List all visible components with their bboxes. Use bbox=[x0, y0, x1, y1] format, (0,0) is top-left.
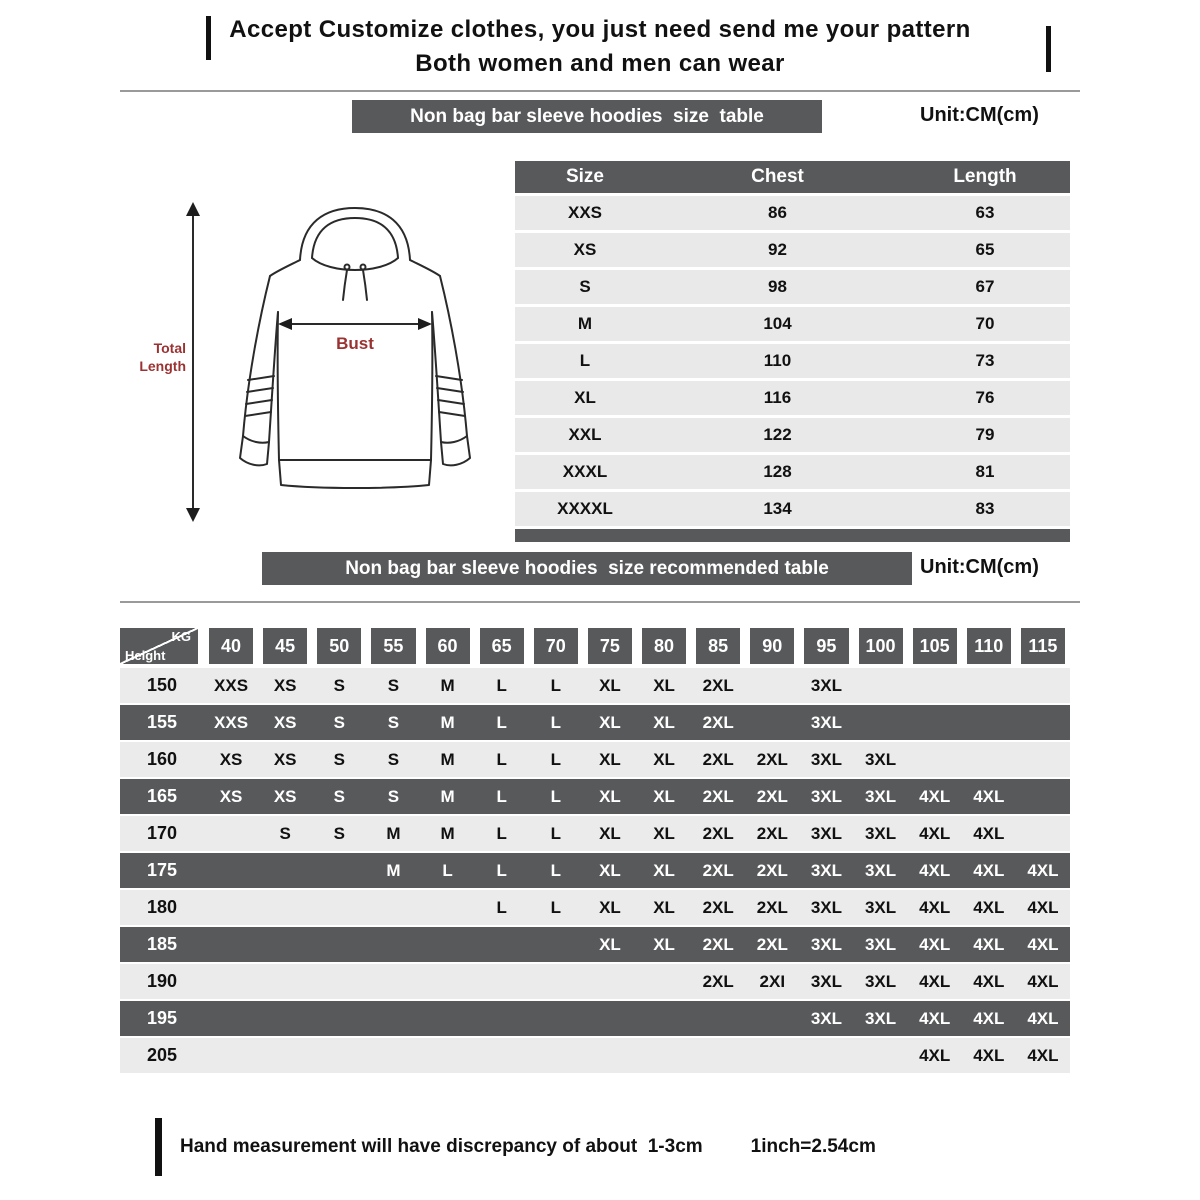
recommended-size-cell: S bbox=[387, 786, 400, 806]
recommended-size-cell: L bbox=[496, 823, 507, 843]
recommended-size-cell: 2XL bbox=[702, 823, 734, 843]
bust-label: Bust bbox=[336, 334, 374, 353]
corner-height-label: Height bbox=[125, 648, 166, 663]
recommended-size-cell: 4XL bbox=[1027, 971, 1059, 991]
chest-value: 86 bbox=[655, 196, 900, 230]
matrix-row bbox=[120, 816, 1070, 851]
matrix-header-row bbox=[120, 628, 1070, 664]
length-value: 73 bbox=[900, 344, 1070, 378]
size-table bbox=[515, 158, 1070, 542]
size-table-row bbox=[515, 455, 1070, 489]
total-length-arrowhead-top bbox=[186, 202, 200, 216]
kg-height-corner-cell bbox=[120, 628, 198, 664]
recommended-size-cell: 2XL bbox=[756, 860, 788, 880]
recommended-size-cell: 4XL bbox=[1027, 897, 1059, 917]
measurement-discrepancy-note: Hand measurement will have discrepancy of about 1-3cm bbox=[180, 1136, 703, 1157]
recommended-size-cell: 4XL bbox=[1027, 1008, 1059, 1028]
size-value: XL bbox=[515, 381, 655, 415]
recommended-size-cell: 2XL bbox=[756, 823, 788, 843]
recommended-size-cell: XL bbox=[599, 675, 621, 695]
recommended-size-cell: 3XL bbox=[810, 860, 843, 880]
chest-value: 116 bbox=[655, 381, 900, 415]
weight-column-header: 115 bbox=[1021, 628, 1065, 664]
recommended-size-cell: XL bbox=[653, 749, 675, 769]
weight-column-header: 90 bbox=[750, 628, 794, 664]
recommended-size-cell: L bbox=[550, 897, 561, 917]
chest-value: 122 bbox=[655, 418, 900, 452]
body-left-edge bbox=[278, 312, 279, 460]
hood-inner-line bbox=[312, 218, 398, 258]
matrix-row bbox=[120, 1038, 1070, 1073]
size-table-body bbox=[515, 196, 1070, 526]
recommended-size-cell: M bbox=[440, 786, 455, 806]
bust-arrowhead-left bbox=[278, 318, 292, 330]
header-divider bbox=[120, 90, 1080, 92]
recommended-size-cell: 3XL bbox=[810, 823, 843, 843]
height-row-label: 155 bbox=[146, 712, 178, 732]
matrix-row bbox=[120, 779, 1070, 814]
recommended-size-cell: 2XL bbox=[702, 749, 734, 769]
size-value: XXL bbox=[515, 418, 655, 452]
recommended-size-cell: 3XL bbox=[864, 1008, 897, 1028]
weight-column-header: 60 bbox=[426, 628, 470, 664]
size-table-column-header: Length bbox=[900, 161, 1070, 193]
recommended-size-cell: XL bbox=[653, 675, 675, 695]
bust-arrowhead-right bbox=[418, 318, 432, 330]
size-table-row bbox=[515, 381, 1070, 415]
recommended-size-cell: M bbox=[440, 712, 455, 732]
recommended-size-cell: L bbox=[550, 823, 561, 843]
recommended-size-cell: 4XL bbox=[973, 1045, 1005, 1065]
recommended-size-cell: 3XL bbox=[864, 749, 897, 769]
recommended-size-cell: M bbox=[386, 823, 401, 843]
recommended-size-cell: L bbox=[550, 786, 561, 806]
recommended-size-cell: 4XL bbox=[973, 860, 1005, 880]
recommended-size-cell: L bbox=[496, 712, 507, 732]
right-cuff-top bbox=[441, 436, 467, 443]
size-table-row bbox=[515, 196, 1070, 230]
height-row-label: 180 bbox=[146, 897, 178, 917]
recommended-size-cell: 4XL bbox=[1027, 934, 1059, 954]
recommended-size-cell: 2XL bbox=[702, 786, 734, 806]
recommended-size-cell: S bbox=[333, 786, 345, 806]
recommended-size-cell: L bbox=[550, 712, 561, 732]
left-cuff bbox=[240, 436, 269, 465]
size-table-banner-label: Non bag bar sleeve hoodies size table bbox=[410, 105, 764, 127]
total-length-label-line1: Total bbox=[153, 340, 186, 356]
recommended-size-cell: XL bbox=[599, 860, 621, 880]
recommended-section-divider bbox=[120, 601, 1080, 603]
recommended-size-cell: 4XL bbox=[1027, 1045, 1059, 1065]
inch-conversion-note: 1inch=2.54cm bbox=[750, 1136, 876, 1157]
size-value: XS bbox=[515, 233, 655, 267]
weight-column-header: 100 bbox=[859, 628, 903, 664]
page-title-line1: Accept Customize clothes, you just need send me your pattern bbox=[229, 16, 971, 43]
recommended-size-cell: 4XL bbox=[973, 971, 1005, 991]
height-row-label: 160 bbox=[146, 749, 178, 769]
size-table-row bbox=[515, 233, 1070, 267]
height-row-label: 175 bbox=[146, 860, 178, 880]
recommended-size-cell: L bbox=[496, 675, 507, 695]
recommended-size-cell: XL bbox=[599, 897, 621, 917]
height-row-label: 165 bbox=[146, 786, 178, 806]
recommended-size-cell: 3XL bbox=[810, 786, 843, 806]
weight-column-header: 95 bbox=[804, 628, 848, 664]
recommended-table-banner-label: Non bag bar sleeve hoodies size recommended table bbox=[345, 557, 829, 579]
recommended-size-cell: XL bbox=[653, 823, 675, 843]
left-shoulder bbox=[270, 260, 300, 276]
matrix-row bbox=[120, 853, 1070, 888]
height-row-label: 185 bbox=[146, 934, 178, 954]
size-table-row bbox=[515, 344, 1070, 378]
recommended-size-cell: 4XL bbox=[919, 1045, 951, 1065]
recommended-size-cell: 4XL bbox=[919, 971, 951, 991]
recommended-size-cell: 4XL bbox=[973, 897, 1005, 917]
weight-column-header: 80 bbox=[642, 628, 686, 664]
recommended-size-cell: 4XL bbox=[919, 823, 951, 843]
eyelet-left bbox=[345, 265, 350, 270]
corner-kg-label: KG bbox=[171, 629, 191, 644]
left-cuff-top bbox=[243, 436, 269, 443]
eyelet-right bbox=[361, 265, 366, 270]
recommended-size-cell: 3XL bbox=[864, 897, 897, 917]
body-right-edge bbox=[431, 312, 432, 460]
recommended-size-cell: XL bbox=[653, 934, 675, 954]
length-value: 83 bbox=[900, 492, 1070, 526]
length-value: 81 bbox=[900, 455, 1070, 489]
length-value: 79 bbox=[900, 418, 1070, 452]
recommended-size-cell: 2XL bbox=[756, 749, 788, 769]
recommended-size-cell: 2XL bbox=[702, 675, 734, 695]
chest-value: 98 bbox=[655, 270, 900, 304]
recommended-size-cell: L bbox=[496, 860, 507, 880]
recommended-size-cell: XXS bbox=[214, 675, 249, 695]
recommended-size-cell: M bbox=[440, 749, 455, 769]
recommended-size-cell: 3XL bbox=[864, 934, 897, 954]
recommended-size-cell: XL bbox=[653, 897, 675, 917]
right-shoulder bbox=[410, 260, 440, 276]
length-value: 63 bbox=[900, 196, 1070, 230]
unit-label-recommended-table: Unit:CM(cm) bbox=[920, 556, 1039, 578]
recommended-size-cell: 3XL bbox=[864, 971, 897, 991]
recommended-size-cell: S bbox=[333, 675, 345, 695]
weight-column-header: 55 bbox=[371, 628, 415, 664]
hoodie-diagram-svg bbox=[120, 196, 500, 526]
chest-value: 104 bbox=[655, 307, 900, 341]
drawstring-left bbox=[343, 270, 347, 300]
recommended-table-banner bbox=[262, 552, 912, 585]
collar-line bbox=[312, 258, 398, 270]
weight-column-header: 70 bbox=[534, 628, 578, 664]
recommended-size-cell: 4XL bbox=[1027, 860, 1059, 880]
recommended-size-cell: 2XL bbox=[756, 786, 788, 806]
recommended-size-cell: S bbox=[333, 823, 345, 843]
chest-value: 110 bbox=[655, 344, 900, 378]
recommended-size-cell: 2XL bbox=[702, 897, 734, 917]
recommended-size-cell: 3XL bbox=[864, 823, 897, 843]
recommended-size-cell: 4XL bbox=[919, 1008, 951, 1028]
page-title-line2: Both women and men can wear bbox=[415, 50, 785, 77]
recommended-size-cell: 4XL bbox=[973, 786, 1005, 806]
matrix-row bbox=[120, 668, 1070, 703]
hood-outline bbox=[300, 208, 410, 260]
size-value: M bbox=[515, 307, 655, 341]
right-cuff bbox=[441, 436, 470, 465]
matrix-row bbox=[120, 890, 1070, 925]
size-value: XXS bbox=[515, 196, 655, 230]
weight-column-header: 110 bbox=[967, 628, 1011, 664]
size-table-row bbox=[515, 270, 1070, 304]
recommended-size-cell: S bbox=[387, 749, 400, 769]
recommended-size-cell: L bbox=[550, 749, 561, 769]
length-value: 67 bbox=[900, 270, 1070, 304]
weight-column-header: 50 bbox=[317, 628, 361, 664]
size-table-row bbox=[515, 492, 1070, 526]
recommended-size-cell: 4XL bbox=[973, 1008, 1005, 1028]
recommended-size-cell: 3XL bbox=[864, 860, 897, 880]
recommended-size-cell: XL bbox=[653, 860, 675, 880]
recommended-size-cell: L bbox=[496, 897, 507, 917]
height-row-label: 150 bbox=[146, 675, 178, 695]
recommended-size-cell: 4XL bbox=[919, 897, 951, 917]
recommended-size-cell: XL bbox=[599, 934, 621, 954]
footer-accent-bar bbox=[155, 1118, 162, 1176]
chest-value: 128 bbox=[655, 455, 900, 489]
recommended-size-cell: 3XL bbox=[810, 712, 843, 732]
recommended-size-cell: XL bbox=[599, 786, 621, 806]
recommended-size-cell: XL bbox=[599, 712, 621, 732]
recommended-size-cell: 2XL bbox=[756, 934, 788, 954]
recommended-size-cell: XL bbox=[653, 786, 675, 806]
size-value: XXXL bbox=[515, 455, 655, 489]
recommended-size-cell: 4XL bbox=[919, 786, 951, 806]
recommended-size-cell: 3XL bbox=[810, 897, 843, 917]
recommended-size-cell: L bbox=[496, 749, 507, 769]
recommended-size-cell: M bbox=[386, 860, 401, 880]
recommended-size-cell: 3XL bbox=[810, 749, 843, 769]
recommended-size-cell: 4XL bbox=[973, 823, 1005, 843]
recommended-size-cell: XXS bbox=[214, 712, 249, 732]
matrix-body bbox=[120, 668, 1070, 1073]
recommended-size-cell: S bbox=[333, 712, 345, 732]
recommended-size-cell: XS bbox=[219, 749, 243, 769]
total-length-arrowhead-bottom bbox=[186, 508, 200, 522]
footer-note-block bbox=[155, 1118, 876, 1176]
matrix-row bbox=[120, 927, 1070, 962]
size-table-column-header: Chest bbox=[655, 161, 900, 193]
total-length-label-line2: Length bbox=[139, 358, 186, 374]
recommended-size-cell: 4XL bbox=[919, 860, 951, 880]
size-recommendation-matrix bbox=[120, 628, 1070, 1075]
chest-value: 134 bbox=[655, 492, 900, 526]
size-table-row bbox=[515, 418, 1070, 452]
size-table-header-row bbox=[515, 161, 1070, 193]
recommended-size-cell: 2XL bbox=[756, 897, 788, 917]
recommended-size-cell: M bbox=[440, 675, 455, 695]
recommended-size-cell: S bbox=[387, 712, 400, 732]
size-table-row bbox=[515, 307, 1070, 341]
unit-label-size-table: Unit:CM(cm) bbox=[920, 104, 1039, 126]
recommended-size-cell: XS bbox=[219, 786, 243, 806]
length-value: 65 bbox=[900, 233, 1070, 267]
size-table-column-header: Size bbox=[515, 161, 655, 193]
height-row-label: 190 bbox=[146, 971, 178, 991]
recommended-size-cell: 2XL bbox=[702, 934, 734, 954]
recommended-size-cell: XL bbox=[653, 712, 675, 732]
recommended-size-cell: 2XL bbox=[702, 971, 734, 991]
recommended-size-cell: L bbox=[442, 860, 453, 880]
chest-value: 92 bbox=[655, 233, 900, 267]
recommended-size-cell: XS bbox=[273, 749, 297, 769]
recommended-size-cell: L bbox=[550, 675, 561, 695]
matrix-row bbox=[120, 964, 1070, 999]
recommended-size-cell: XS bbox=[273, 675, 297, 695]
size-table-bottom-bar bbox=[515, 529, 1070, 542]
drawstring-right bbox=[363, 270, 367, 300]
recommended-size-cell: 2XI bbox=[759, 971, 786, 991]
weight-column-header: 45 bbox=[263, 628, 307, 664]
recommended-size-cell: XL bbox=[599, 823, 621, 843]
recommended-size-cell: 4XL bbox=[919, 934, 951, 954]
length-value: 76 bbox=[900, 381, 1070, 415]
recommended-size-cell: XS bbox=[273, 712, 297, 732]
recommended-size-cell: 4XL bbox=[973, 934, 1005, 954]
recommended-size-cell: L bbox=[550, 860, 561, 880]
recommended-size-cell: 3XL bbox=[810, 675, 843, 695]
weight-column-header: 75 bbox=[588, 628, 632, 664]
recommended-size-cell: S bbox=[333, 749, 345, 769]
size-table-banner bbox=[352, 100, 822, 133]
recommended-size-cell: XL bbox=[599, 749, 621, 769]
matrix-row bbox=[120, 705, 1070, 740]
matrix-row bbox=[120, 742, 1070, 777]
size-value: L bbox=[515, 344, 655, 378]
size-value: S bbox=[515, 270, 655, 304]
length-value: 70 bbox=[900, 307, 1070, 341]
recommended-size-cell: 3XL bbox=[810, 934, 843, 954]
recommended-size-cell: 2XL bbox=[702, 712, 734, 732]
weight-column-header: 65 bbox=[480, 628, 524, 664]
height-row-label: 170 bbox=[146, 823, 178, 843]
weight-column-header: 85 bbox=[696, 628, 740, 664]
recommended-size-cell: XS bbox=[273, 786, 297, 806]
recommended-size-cell: M bbox=[440, 823, 455, 843]
size-value: XXXXL bbox=[515, 492, 655, 526]
recommended-size-cell: S bbox=[387, 675, 400, 695]
recommended-size-cell: 2XL bbox=[702, 860, 734, 880]
hoodie-measurement-diagram bbox=[120, 196, 500, 526]
recommended-size-cell: 3XL bbox=[810, 971, 843, 991]
height-row-label: 195 bbox=[146, 1008, 178, 1028]
recommended-size-cell: 3XL bbox=[810, 1008, 843, 1028]
matrix-row bbox=[120, 1001, 1070, 1036]
hem-band bbox=[279, 460, 431, 488]
weight-column-header: 105 bbox=[913, 628, 957, 664]
recommended-size-cell: 3XL bbox=[864, 786, 897, 806]
recommended-size-cell: S bbox=[279, 823, 291, 843]
recommended-size-cell: L bbox=[496, 786, 507, 806]
weight-column-header: 40 bbox=[209, 628, 253, 664]
height-row-label: 205 bbox=[146, 1045, 178, 1065]
